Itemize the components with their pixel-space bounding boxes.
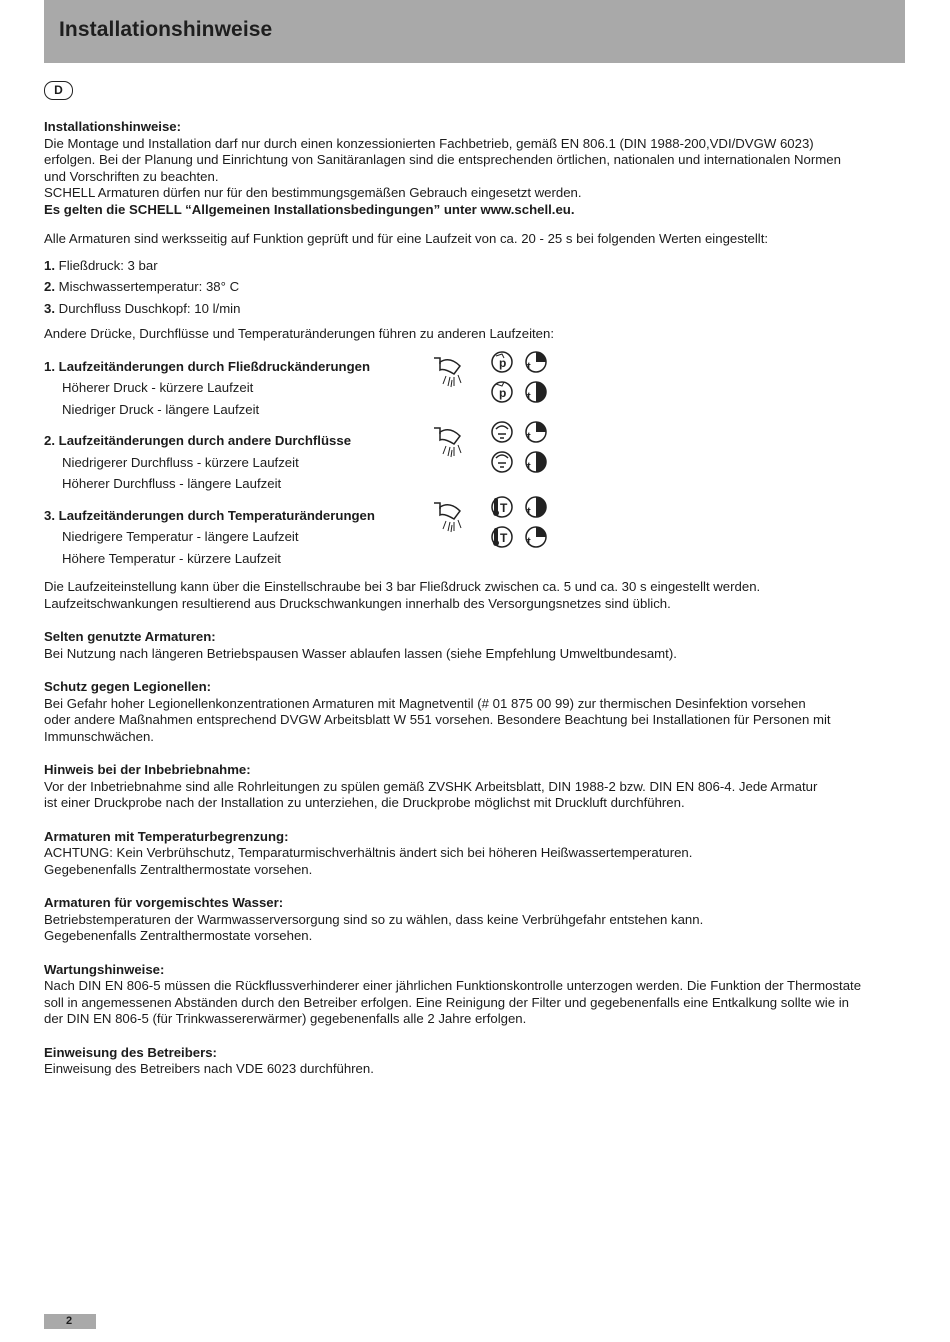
section-line: Gegebenenfalls Zentralthermostate vorsehen. (44, 928, 313, 943)
page-number (44, 1314, 96, 1329)
intro-line: Die Montage und Installation darf nur durch einen konzessionierten Fachbetrieb, gemäß EN 806.1 (DIN 1988-200,VDI/DVGW 6023) (44, 135, 814, 151)
group-line: Höherer Durchfluss - längere Laufzeit (62, 476, 282, 491)
section-line: Vor der Inbetriebnahme sind alle Rohrleitungen zu spülen gemäß ZVSHK Arbeitsblatt, DIN 1988-2 bzw. DIN EN 806-4. Jede Armatur (44, 778, 818, 794)
group-line: Höherer Druck - kürzere Laufzeit (62, 380, 254, 395)
other-values-text: Andere Drücke, Durchflüsse und Temperaturänderungen führen zu anderen Laufzeiten: (44, 326, 554, 341)
section-operator-instruction (44, 1045, 906, 1078)
temperature-diagram (432, 495, 562, 555)
group-line: Niedrigerer Durchfluss - kürzere Laufzeit (62, 454, 299, 470)
section-commissioning (44, 762, 906, 812)
intro-line: erfolgen. Bei der Planung und Einrichtung von Sanitäranlagen sind die entsprechenden örtlichen, nationalen und internationalen Normen (44, 152, 841, 167)
section-title: Armaturen für vorgemischtes Wasser: (44, 895, 284, 910)
factory-settings-text: Alle Armaturen sind werksseitig auf Funktion geprüft und für eine Laufzeit von ca. 20 - 25 s bei folgenden Werten eingestellt: (44, 231, 769, 246)
adjust-text: Die Laufzeiteinstellung kann über die Einstellschraube bei 3 bar Fließdruck zwischen ca. 5 und ca. 30 s eingestellt werden. (44, 579, 761, 594)
pressure-icons (432, 350, 562, 410)
values-list (44, 255, 906, 320)
svg-text:T: T (500, 530, 508, 545)
runtime-group-temperature (44, 500, 906, 570)
group-title: 2. Laufzeitänderungen durch andere Durchflüsse (44, 433, 352, 448)
shower-head-icon (434, 503, 461, 532)
section-line: ACHTUNG: Kein Verbrühschutz, Temparaturmischverhältnis ändert sich bei höheren Heißwassertemperaturen. (44, 845, 693, 860)
pressure-letter: p (499, 355, 507, 370)
intro-line: SCHELL Armaturen dürfen nur für den bestimmungsgemäßen Gebrauch eingesetzt werden. (44, 185, 582, 200)
flow-diagram (432, 420, 562, 480)
svg-text:T: T (500, 500, 508, 515)
section-line: oder andere Maßnahmen entsprechend DVGW Arbeitsblatt W 551 vorsehen. Besondere Beachtung bei Installationen für Personen mit (44, 712, 831, 727)
group-title: 1. Laufzeitänderungen durch Fließdruckänderungen (44, 358, 371, 374)
pressure-diagram (432, 350, 562, 410)
svg-text:p: p (499, 385, 507, 400)
svg-text:t: t (527, 505, 531, 518)
section-line: Gegebenenfalls Zentralthermostate vorsehen. (44, 861, 313, 877)
list-item: 1. Fließdruck: 3 bar (44, 257, 158, 273)
section-line: Bei Nutzung nach längeren Betriebspausen Wasser ablaufen lassen (siehe Empfehlung Umweltbundesamt). (44, 645, 677, 661)
section-line: Bei Gefahr hoher Legionellenkonzentrationen Armaturen mit Magnetventil (# 01 875 00 99) zur thermischen Desinfektion vorsehen (44, 695, 806, 711)
runtime-group-flow (44, 430, 906, 495)
section-line: ist einer Druckprobe nach der Installation zu unterziehen, die Druckprobe möglichst mit Druckluft durchführen. (44, 795, 685, 810)
svg-text:t: t (527, 431, 531, 443)
section-premixed-water (44, 895, 906, 945)
svg-text:t: t (527, 390, 531, 403)
section-line: der DIN EN 806-5 (für Trinkwassererwärmer) gegebenenfalls alle 2 Jahre erfolgen. (44, 1011, 527, 1026)
language-badge: D (44, 81, 73, 100)
shower-head-icon (434, 428, 461, 457)
group-title: 3. Laufzeitänderungen durch Temperaturänderungen (44, 507, 375, 523)
section-title: Hinweis bei der Inbebriebnahme: (44, 762, 251, 777)
temperature-icons (432, 495, 562, 555)
intro-conditions: Es gelten die SCHELL “Allgemeinen Installationsbedingungen” unter www.schell.eu. (44, 201, 575, 217)
section-line: Immunschwächen. (44, 728, 154, 744)
section-title: Schutz gegen Legionellen: (44, 679, 212, 694)
section-title: Einweisung des Betreibers: (44, 1044, 217, 1060)
list-item: 3. Durchfluss Duschkopf: 10 l/min (44, 300, 241, 316)
group-line: Niedrigere Temperatur - längere Laufzeit (62, 529, 299, 544)
svg-text:t: t (527, 535, 531, 548)
flow-meter-icon (492, 422, 512, 442)
section-title: Wartungshinweise: (44, 961, 165, 977)
section-line: soll in angemessenen Abständen durch den Betreiber erfolgen. Eine Reinigung der Filter und gegebenenfalls eine Entkalkung sollte wie in (44, 994, 849, 1010)
svg-text:t: t (527, 461, 531, 473)
header-bar (44, 0, 905, 63)
shower-head-icon (434, 358, 461, 387)
flow-icons (432, 420, 562, 480)
adjust-text: Laufzeitschwankungen resultierend aus Druckschwankungen innerhalb des Versorgungsnetzes sind üblich. (44, 595, 671, 611)
intro-line: und Vorschriften zu beachten. (44, 168, 219, 184)
section-line: Einweisung des Betreibers nach VDE 6023 durchführen. (44, 1061, 374, 1076)
intro-heading: Installationshinweise: (44, 119, 182, 134)
page-title: Installationshinweise (59, 18, 273, 41)
group-line: Niedriger Druck - längere Laufzeit (62, 401, 260, 417)
document-body (44, 119, 906, 1078)
list-item: 2. Mischwassertemperatur: 38° C (44, 279, 240, 294)
group-line: Höhere Temperatur - kürzere Laufzeit (62, 550, 281, 566)
section-line: Nach DIN EN 806-5 müssen die Rückflussverhinderer einer jährlichen Funktionskontrolle unterzogen werden. Die Funktion der Thermostate (44, 978, 862, 993)
runtime-group-pressure (44, 356, 906, 421)
svg-text:t: t (527, 360, 531, 373)
section-legionella (44, 679, 906, 745)
page-number-label: 2 (66, 1315, 73, 1327)
section-line: Betriebstemperaturen der Warmwasserversorgung sind so zu wählen, dass keine Verbrühgefahr entstehen kann. (44, 911, 704, 927)
section-title: Selten genutzte Armaturen: (44, 629, 216, 644)
section-title: Armaturen mit Temperaturbegrenzung: (44, 828, 289, 844)
section-rarely-used (44, 629, 906, 662)
section-temperature-limit (44, 829, 906, 879)
section-maintenance (44, 962, 906, 1028)
